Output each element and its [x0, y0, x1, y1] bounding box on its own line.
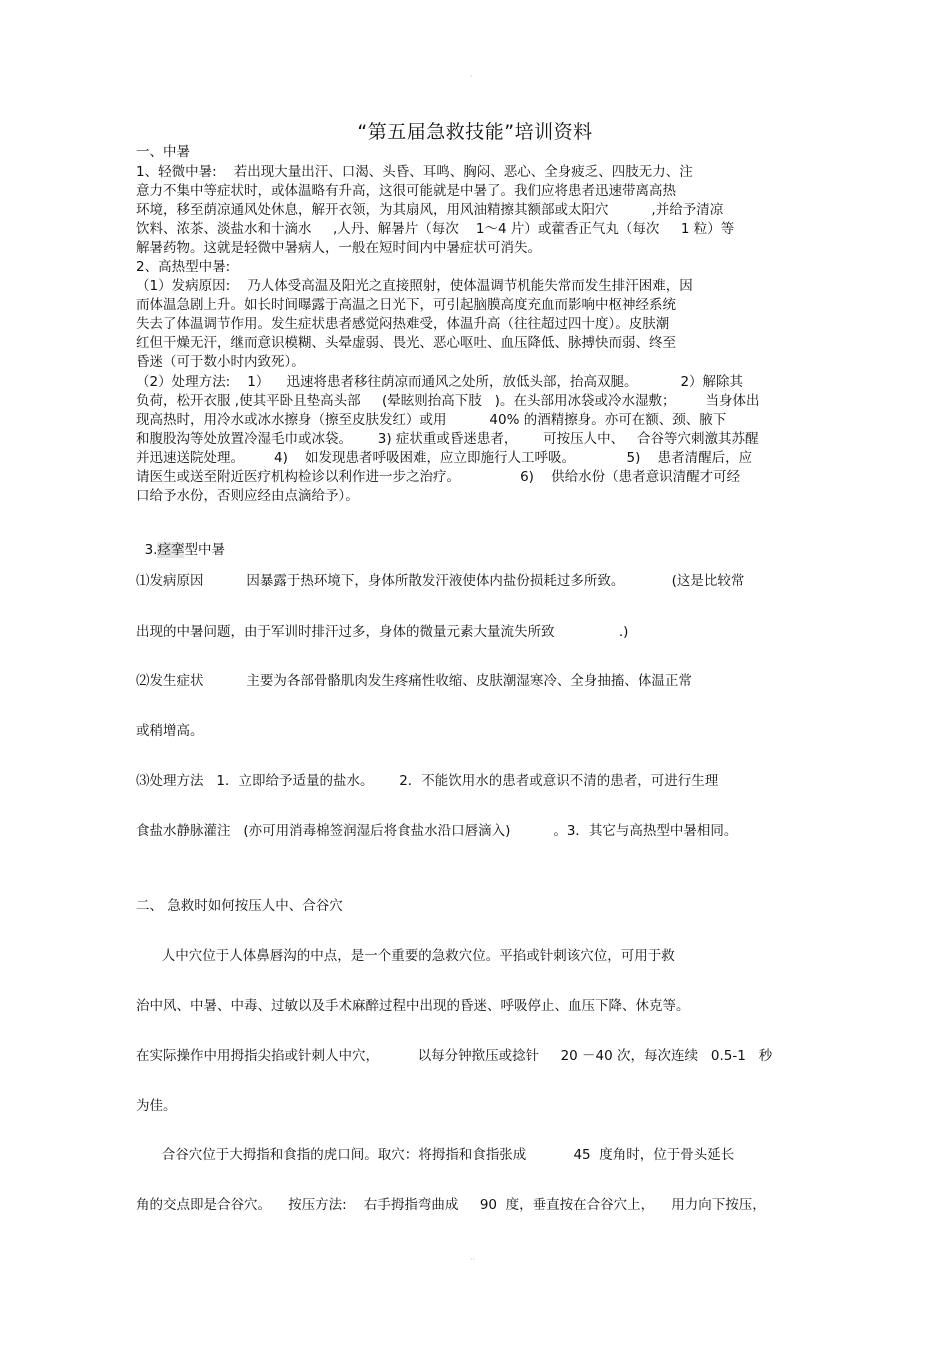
cramp-symptom-line-1: ⑵发生症状 主要为各部骨骼肌肉发生疼痛性收缩、皮肤潮湿寒冷、全身抽搐、体温正常 [136, 673, 692, 689]
mild-heatstroke-line-1: 1、轻微中暑: 若出现大量出汗、口渴、头昏、耳鸣、胸闷、恶心、全身疲乏、四肢无力、注 [136, 164, 693, 180]
cramp-symptom-line-2: 或稍增高。 [136, 723, 204, 739]
section-1-heading: 一、中暑 [136, 144, 190, 160]
high-fever-treatment-line-1: （2）处理方法: 1） 迅速将患者移往荫凉而通风之处所，放低头部，抬高双腿。 2）解除其 [136, 374, 744, 390]
high-fever-treatment-line-3: 现高热时，用冷水或冰水擦身（擦至皮肤发红）或用 40% 的酒精擦身。亦可在额、颈、腋下 [136, 412, 727, 428]
renzhong-line-2: 治中风、中暑、中毒、过敏以及手术麻醉过程中出现的昏迷、呼吸停止、血压下降、休克等。 [136, 998, 690, 1014]
hegu-line-1: 合谷穴位于大拇指和食指的虎口间。取穴：将拇指和食指张成 45 度角时，位于骨头延长 [136, 1147, 735, 1163]
cramp-cause-line-2: 出现的中暑问题，由于军训时排汗过多，身体的微量元素大量流失所致 .) [136, 624, 629, 640]
mild-heatstroke-line-2: 意力不集中等症状时，或体温略有升高，这很可能就是中暑了。我们应将患者迅速带离高热 [136, 183, 676, 199]
high-fever-treatment-line-2: 负荷，松开衣服 ,使其平卧且垫高头部 (晕眩则抬高下肢 )。在头部用冰袋或冷水湿敷； 当身体出 [136, 393, 760, 409]
renzhong-line-1: 人中穴位于人体鼻唇沟的中点，是一个重要的急救穴位。平掐或针刺该穴位，可用于救 [136, 948, 675, 964]
high-fever-cause-line-3: 失去了体温调节作用。发生症状患者感觉闷热难受，体温升高（往往超过四十度）。皮肤潮 [136, 316, 670, 332]
high-fever-cause-line-1: （1）发病原因: 乃人体受高温及阳光之直接照射，使体温调节机能失常而发生排汗困难，因 [136, 278, 693, 294]
high-fever-treatment-line-7: 口给予水份，否则应经由点滴给予）。 [136, 488, 359, 504]
mild-heatstroke-line-5: 解暑药物。这就是轻微中暑病人，一般在短时间内中暑症状可消失。 [136, 240, 541, 256]
top-page-mark: · [470, 72, 473, 81]
high-fever-treatment-line-6: 请医生或送至附近医疗机构检诊以利作进一步之治疗。 6) 供给水份（患者意识清醒才可经 [136, 469, 741, 485]
cramp-heading-rest: 型中暑 [184, 542, 225, 558]
high-fever-cause-line-2: 而体温急剧上升。如长时间曝露于高温之日光下，可引起脑膜高度充血而影响中枢神经系统 [136, 297, 676, 313]
cramp-treatment-line-2: 食盐水静脉灌注 (亦可用消毒棉签润湿后将食盐水沿口唇滴入) 。3．其它与高热型中暑相同。 [136, 823, 738, 839]
mild-heatstroke-line-3: 环境，移至荫凉通风处休息，解开衣领，为其扇风，用风油精擦其额部或太阳穴 ,并给予清凉 [136, 202, 724, 218]
high-fever-cause-line-5: 昏迷（可于数小时内致死）。 [136, 354, 305, 370]
high-fever-heading: 2、高热型中暑: [136, 259, 231, 275]
cramp-treatment-line-1: ⑶处理方法 1．立即给予适量的盐水。 2．不能饮用水的患者或意识不清的患者，可进行生理 [136, 773, 719, 789]
cramp-cause-line-1: ⑴发病原因 因暴露于热环境下，身体所散发汗液使体内盐份损耗过多所致。 (这是比较常 [136, 573, 745, 589]
bottom-page-mark: ·· [470, 1255, 476, 1264]
renzhong-line-3: 在实际操作中用拇指尖掐或针刺人中穴， 以每分钟揿压或捻针 20 －40 次，每次连续 0.5-1 秒 [136, 1048, 773, 1064]
high-fever-cause-line-4: 红但干燥无汗，继而意识模糊、头晕虚弱、畏光、恶心呕吐、血压降低、脉搏快而弱、终至 [136, 335, 676, 351]
section-2-heading: 二、 急救时如何按压人中、合谷穴 [136, 898, 343, 914]
cramp-heatstroke-heading [136, 523, 225, 559]
cramp-heading-highlight: 痉挛 [157, 542, 185, 558]
renzhong-line-4: 为佳。 [136, 1098, 177, 1114]
high-fever-treatment-line-5: 并迅速送院处理。 4) 如发现患者呼吸困难，应立即施行人工呼吸。 5) 患者清醒后，应 [136, 450, 753, 466]
document-title: “第五届急救技能”培训资料 [357, 121, 593, 143]
mild-heatstroke-line-4: 饮料、浓茶、淡盐水和十滴水 ,人丹、解暑片（每次 1～4 片）或藿香正气丸（每次 1 粒）等 [136, 221, 735, 237]
hegu-line-2: 角的交点即是合谷穴。 按压方法: 右手拇指弯曲成 90 度，垂直按在合谷穴上， 用力向下按压， [136, 1197, 766, 1213]
high-fever-treatment-line-4: 和腹股沟等处放置冷湿毛巾或冰袋。 3) 症状重或昏迷患者， 可按压人中、 合谷等穴刺激其苏醒 [136, 431, 759, 447]
cramp-heading-number: 3. [144, 542, 158, 558]
